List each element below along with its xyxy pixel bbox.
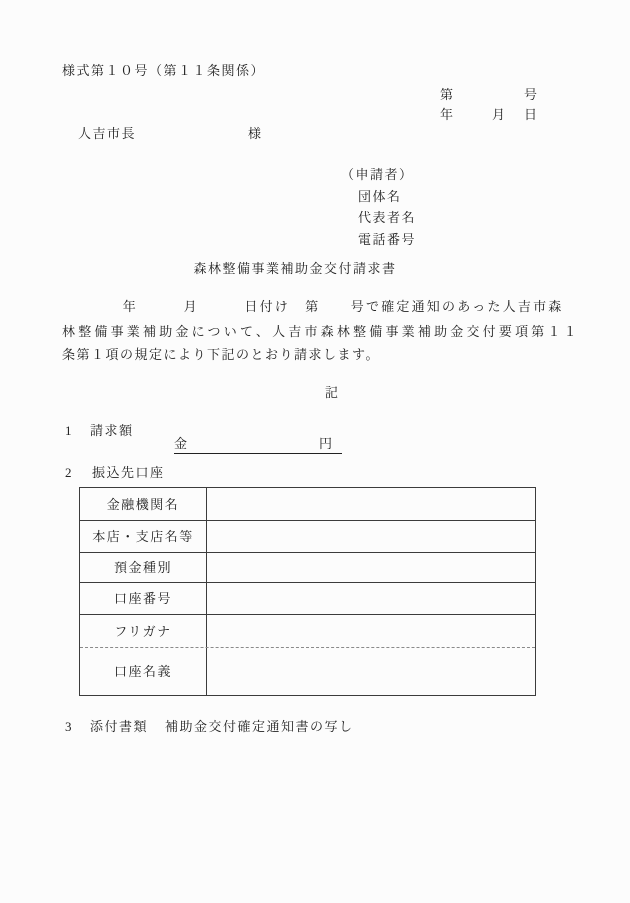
- item1-label: 請求額: [90, 423, 134, 438]
- document-title: 森林整備事業補助金交付請求書: [193, 261, 397, 276]
- item3-number: 3: [65, 719, 73, 734]
- table-row-account-holder: [80, 648, 535, 695]
- bank-account-table: [79, 487, 536, 696]
- applicant-field-representative: 代表者名: [358, 210, 417, 225]
- row-value-cell: [207, 488, 535, 520]
- row-value-cell: [207, 521, 535, 552]
- item3-label: 添付書類: [90, 719, 149, 734]
- row-value-cell: [207, 648, 535, 695]
- row-label: 口座名義: [80, 648, 207, 695]
- date-day-label: 日: [524, 107, 539, 122]
- form-number: 様式第１０号（第１１条関係）: [62, 63, 266, 78]
- doc-number-prefix: 第: [440, 87, 455, 102]
- row-label: 預金種別: [80, 553, 207, 582]
- applicant-label: （申請者）: [341, 167, 414, 182]
- applicant-field-organization: 団体名: [358, 189, 402, 204]
- table-row-account-number: [80, 583, 535, 615]
- date-year-label: 年: [440, 107, 455, 122]
- body-paragraph-line2: 林整備事業補助金について、人吉市森林整備事業補助金交付要項第１１: [62, 324, 580, 339]
- item2-label: 振込先口座: [92, 465, 165, 480]
- row-value-cell: [207, 615, 535, 647]
- body-paragraph-line3: 条第１項の規定により下記のとおり請求します。: [62, 347, 380, 362]
- item1-number: 1: [65, 423, 73, 438]
- item3-value: 補助金交付確定通知書の写し: [165, 719, 354, 734]
- table-row-branch-name: [80, 521, 535, 553]
- row-label: フリガナ: [80, 615, 207, 647]
- amount-blank-underline: 金 円: [174, 437, 342, 454]
- date-month-label: 月: [492, 107, 507, 122]
- table-row-deposit-type: [80, 553, 535, 583]
- row-label: 口座番号: [80, 583, 207, 614]
- item2-number: 2: [65, 465, 73, 480]
- ki-marker: 記: [325, 385, 340, 400]
- item1-amount-line: [155, 424, 342, 467]
- row-label: 本店・支店名等: [80, 521, 207, 552]
- applicant-field-phone: 電話番号: [358, 232, 417, 247]
- table-row-financial-institution: [80, 488, 535, 521]
- body-paragraph-line1: 年 月 日付け 第 号で確定通知のあった人吉市森: [62, 299, 564, 314]
- addressee-honorific: 様: [248, 126, 263, 141]
- row-label: 金融機関名: [80, 488, 207, 520]
- doc-number-suffix: 号: [524, 87, 539, 102]
- row-value-cell: [207, 583, 535, 614]
- row-value-cell: [207, 553, 535, 582]
- table-row-furigana: [80, 615, 535, 648]
- addressee: 人吉市長: [78, 126, 137, 141]
